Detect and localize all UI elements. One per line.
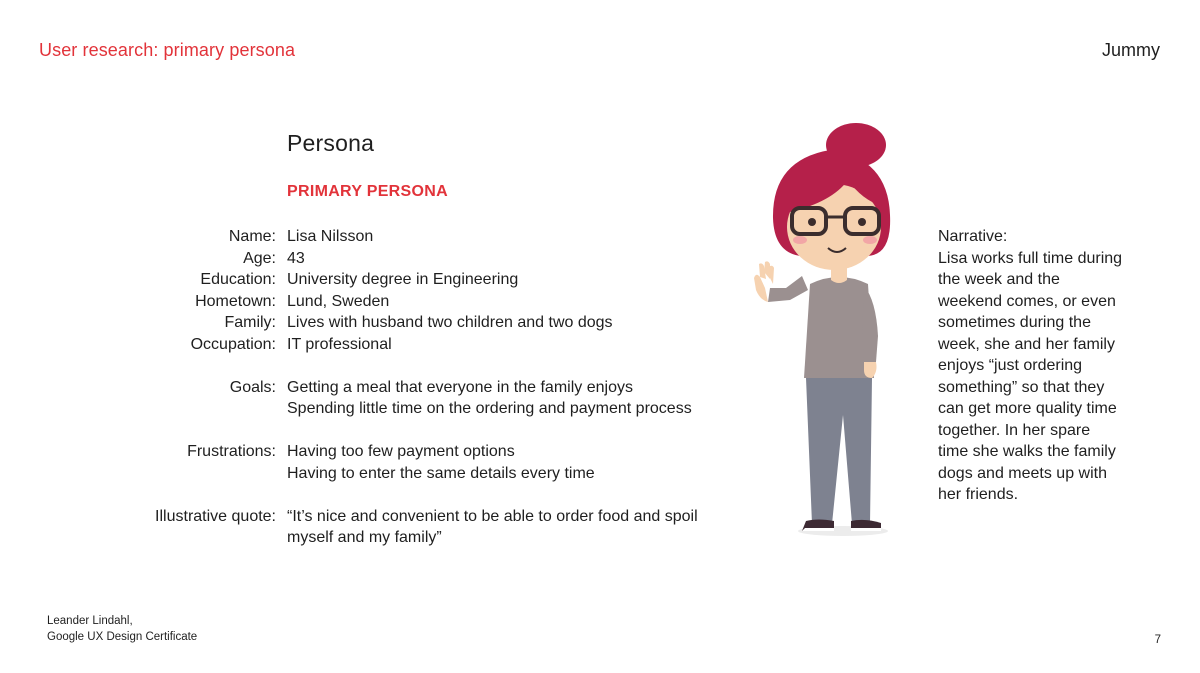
frustration-item: Having to enter the same details every time [287,464,595,482]
header-section-title: User research: primary persona [39,40,296,60]
narrative-line: Lisa works full time during [938,249,1123,267]
certificate-name: Google UX Design Certificate [47,631,198,643]
occupation-value: IT professional [287,335,392,353]
education-label: Education: [200,271,276,288]
woman-waving-illustration [745,120,905,540]
frustrations-label: Frustrations: [187,443,276,460]
occupation-label: Occupation: [190,335,276,353]
header-brand: Jummy [1102,40,1160,60]
hometown-value: Lund, Sweden [287,292,390,310]
narrative-line: can get more quality time [938,400,1117,417]
narrative-line: her friends. [938,486,1019,503]
persona-title: Persona [287,130,375,156]
narrative-line: together. In her spare [938,421,1091,439]
education-value: University degree in Engineering [287,271,519,288]
name-label: Name: [228,228,276,245]
age-value: 43 [287,249,305,267]
quote-line: myself and my family” [287,529,442,546]
goals-label: Goals: [229,378,276,396]
goal-item: Spending little time on the ordering and payment process [287,400,692,417]
narrative-line: dogs and meets up with [938,464,1107,482]
narrative-line: something” so that they [938,378,1105,396]
quote-line: “It’s nice and convenient to be able to order food and spoil [287,507,698,525]
narrative-label: Narrative: [938,228,1008,245]
narrative-line: time she walks the family [938,443,1116,460]
author-name: Leander Lindahl, [47,615,133,627]
narrative-line: week, she and her family [938,335,1115,353]
family-value: Lives with husband two children and two dogs [287,314,613,331]
narrative-line: sometimes during the [938,314,1091,331]
narrative-line: enjoys “just ordering [938,357,1083,374]
narrative-line: the week and the [938,271,1060,288]
footer-author [47,613,197,645]
page-number: 7 [1154,634,1161,646]
quote-label: Illustrative quote: [155,507,276,525]
frustration-item: Having too few payment options [287,443,515,460]
narrative-line: weekend comes, or even [938,292,1116,310]
name-value: Lisa Nilsson [287,228,374,245]
narrative [938,226,1138,506]
hometown-label: Hometown: [195,292,276,310]
family-label: Family: [224,314,276,331]
age-label: Age: [243,249,276,267]
goal-item: Getting a meal that everyone in the family enjoys [287,378,633,396]
persona-subtitle: PRIMARY PERSONA [287,183,448,200]
